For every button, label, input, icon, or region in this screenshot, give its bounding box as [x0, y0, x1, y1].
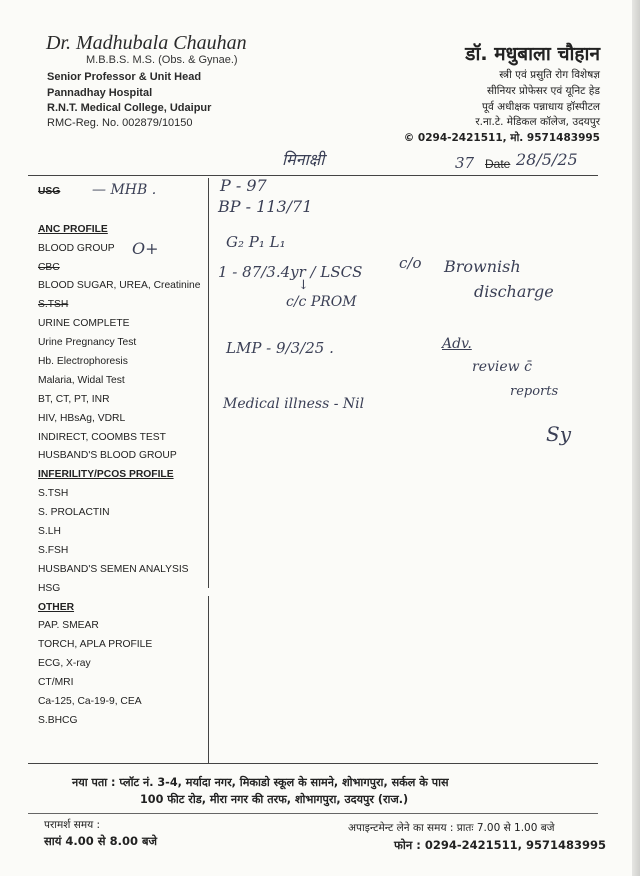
investigation-item-s-prolactin: S. PROLACTIN [38, 507, 110, 519]
doctor-name-hindi: डॉ. मधुबाला चौहान [465, 43, 600, 65]
investigation-item-s-lh: S.LH [38, 526, 61, 538]
investigation-item-torch-apla-profile: TORCH, APLA PROFILE [38, 639, 153, 651]
pulse-handwritten: P - 97 [220, 176, 267, 195]
patient-age-handwritten: 37 [455, 154, 475, 172]
investigation-list [38, 183, 208, 731]
investigation-item-ca-125-ca-19-9-cea: Ca-125, Ca-19-9, CEA [38, 696, 142, 708]
investigation-item-hiv-hbsag-vdrl: HIV, HBsAg, VDRL [38, 412, 126, 424]
header-divider [28, 175, 598, 176]
usg-note-handwritten: — MHB . [92, 182, 157, 198]
bp-handwritten: BP - 113/71 [218, 197, 313, 216]
investigation-item-bt-ct-pt-inr: BT, CT, PT, INR [38, 393, 110, 405]
section-heading-other: OTHER [38, 601, 75, 613]
appointment-time: अपाइन्टमेन्ट लेने का समय : प्रातः 7.00 से 1.00 बजे [348, 822, 555, 834]
section-heading-inferility-pcos-profile: INFERILITY/PCOS PROFILE [38, 469, 174, 481]
investigation-item-husband-s-semen-analysis: HUSBAND'S SEMEN ANALYSIS [38, 563, 189, 575]
section-heading-anc-profile: ANC PROFILE [38, 223, 108, 235]
complaint-line2-handwritten: discharge [474, 282, 554, 301]
address-line-1: नया पता : प्लॉट नं. 3-4, मर्यादा नगर, मिकाडो स्कूल के सामने, शोभागपुरा, सर्कल के पास [72, 776, 449, 789]
footer-divider-lower [28, 813, 598, 814]
investigation-item-hb-electrophoresis: Hb. Electrophoresis [38, 356, 128, 368]
investigation-item-urine-complete: URINE COMPLETE [38, 318, 130, 330]
investigation-item-blank [38, 202, 208, 221]
date-label: Date [485, 157, 511, 171]
investigation-item-blood-sugar-urea-creatinine: BLOOD SUGAR, UREA, Creatinine [38, 280, 201, 292]
doctor-degrees: M.B.B.S. M.S. (Obs. & Gynae.) [86, 54, 238, 66]
prom-note-handwritten: c/c PROM [286, 294, 357, 310]
reports-note-handwritten: reports [510, 384, 559, 399]
phone-hindi: © 0294-2421511, मो. 9571483995 [403, 132, 600, 144]
footer-divider [28, 763, 598, 764]
obstetric-history-handwritten: G₂ P₁ L₁ [226, 233, 286, 251]
designation: Senior Professor & Unit Head [47, 71, 202, 83]
footer-phone: फोन : 0294-2421511, 9571483995 [394, 838, 607, 852]
investigation-item-malaria-widal-test: Malaria, Widal Test [38, 374, 125, 386]
complaint-line1-handwritten: Brownish [444, 257, 521, 276]
designation-hindi: सीनियर प्रोफेसर एवं यूनिट हेड [486, 85, 600, 97]
previous-delivery-handwritten: 1 - 87/3.4yr / LSCS [218, 263, 363, 281]
college-name: R.N.T. Medical College, Udaipur [47, 102, 212, 114]
review-note-handwritten: review c̄ [472, 359, 532, 375]
column-divider-lower [208, 596, 209, 764]
registration-number: RMC-Reg. No. 002879/10150 [47, 117, 193, 129]
investigation-item-s-bhcg: S.BHCG [38, 714, 78, 726]
page-edge-shadow [632, 0, 640, 876]
advice-label-handwritten: Adv. [442, 336, 472, 352]
investigation-item-s-tsh: S.TSH [38, 299, 69, 311]
investigation-item-cbc: CBC [38, 261, 60, 273]
speciality-hindi: स्त्री एवं प्रसुति रोग विशेषज्ञ [499, 69, 600, 81]
investigation-item-pap-smear: PAP. SMEAR [38, 620, 99, 632]
doctor-signature: Sy [546, 422, 571, 446]
investigation-item-s-fsh: S.FSH [38, 544, 69, 556]
consultation-label: परामर्श समय : [44, 819, 101, 831]
column-divider-upper [208, 178, 209, 588]
investigation-item-urine-pregnancy-test: Urine Pregnancy Test [38, 337, 137, 349]
college-hindi: र.ना.टे. मेडिकल कॉलेज, उदयपुर [475, 116, 600, 128]
investigation-item-blood-group: BLOOD GROUP [38, 242, 115, 254]
lmp-handwritten: LMP - 9/3/25 . [226, 339, 334, 357]
investigation-item-s-tsh: S.TSH [38, 488, 69, 500]
blood-group-handwritten: O+ [132, 239, 159, 258]
investigation-item-husband-s-blood-group: HUSBAND'S BLOOD GROUP [38, 450, 177, 462]
consultation-time: सायं 4.00 से 8.00 बजे [44, 834, 158, 848]
investigation-item-indirect-coombs-test: INDIRECT, COOMBS TEST [38, 431, 166, 443]
address-line-2: 100 फीट रोड, मीरा नगर की तरफ, शोभागपुरा, उदयपुर (राज.) [140, 793, 409, 806]
patient-name-handwritten: मिनाक्षी [282, 150, 325, 169]
doctor-name-english: Dr. Madhubala Chauhan [46, 32, 247, 54]
medical-illness-handwritten: Medical illness - Nil [223, 396, 365, 412]
investigation-item-usg: USG [38, 186, 61, 197]
arrow-handwritten: ↓ [298, 278, 309, 293]
investigation-item-ct-mri: CT/MRI [38, 677, 74, 689]
ex-superintendent-hindi: पूर्व अधीक्षक पन्नाधाय हॉस्पीटल [481, 101, 600, 113]
complaint-label-handwritten: c/o [399, 254, 422, 272]
investigation-item-ecg-x-ray: ECG, X-ray [38, 658, 91, 670]
date-handwritten: 28/5/25 [516, 150, 578, 169]
hospital-name: Pannadhay Hospital [47, 87, 153, 99]
investigation-item-hsg: HSG [38, 582, 61, 594]
